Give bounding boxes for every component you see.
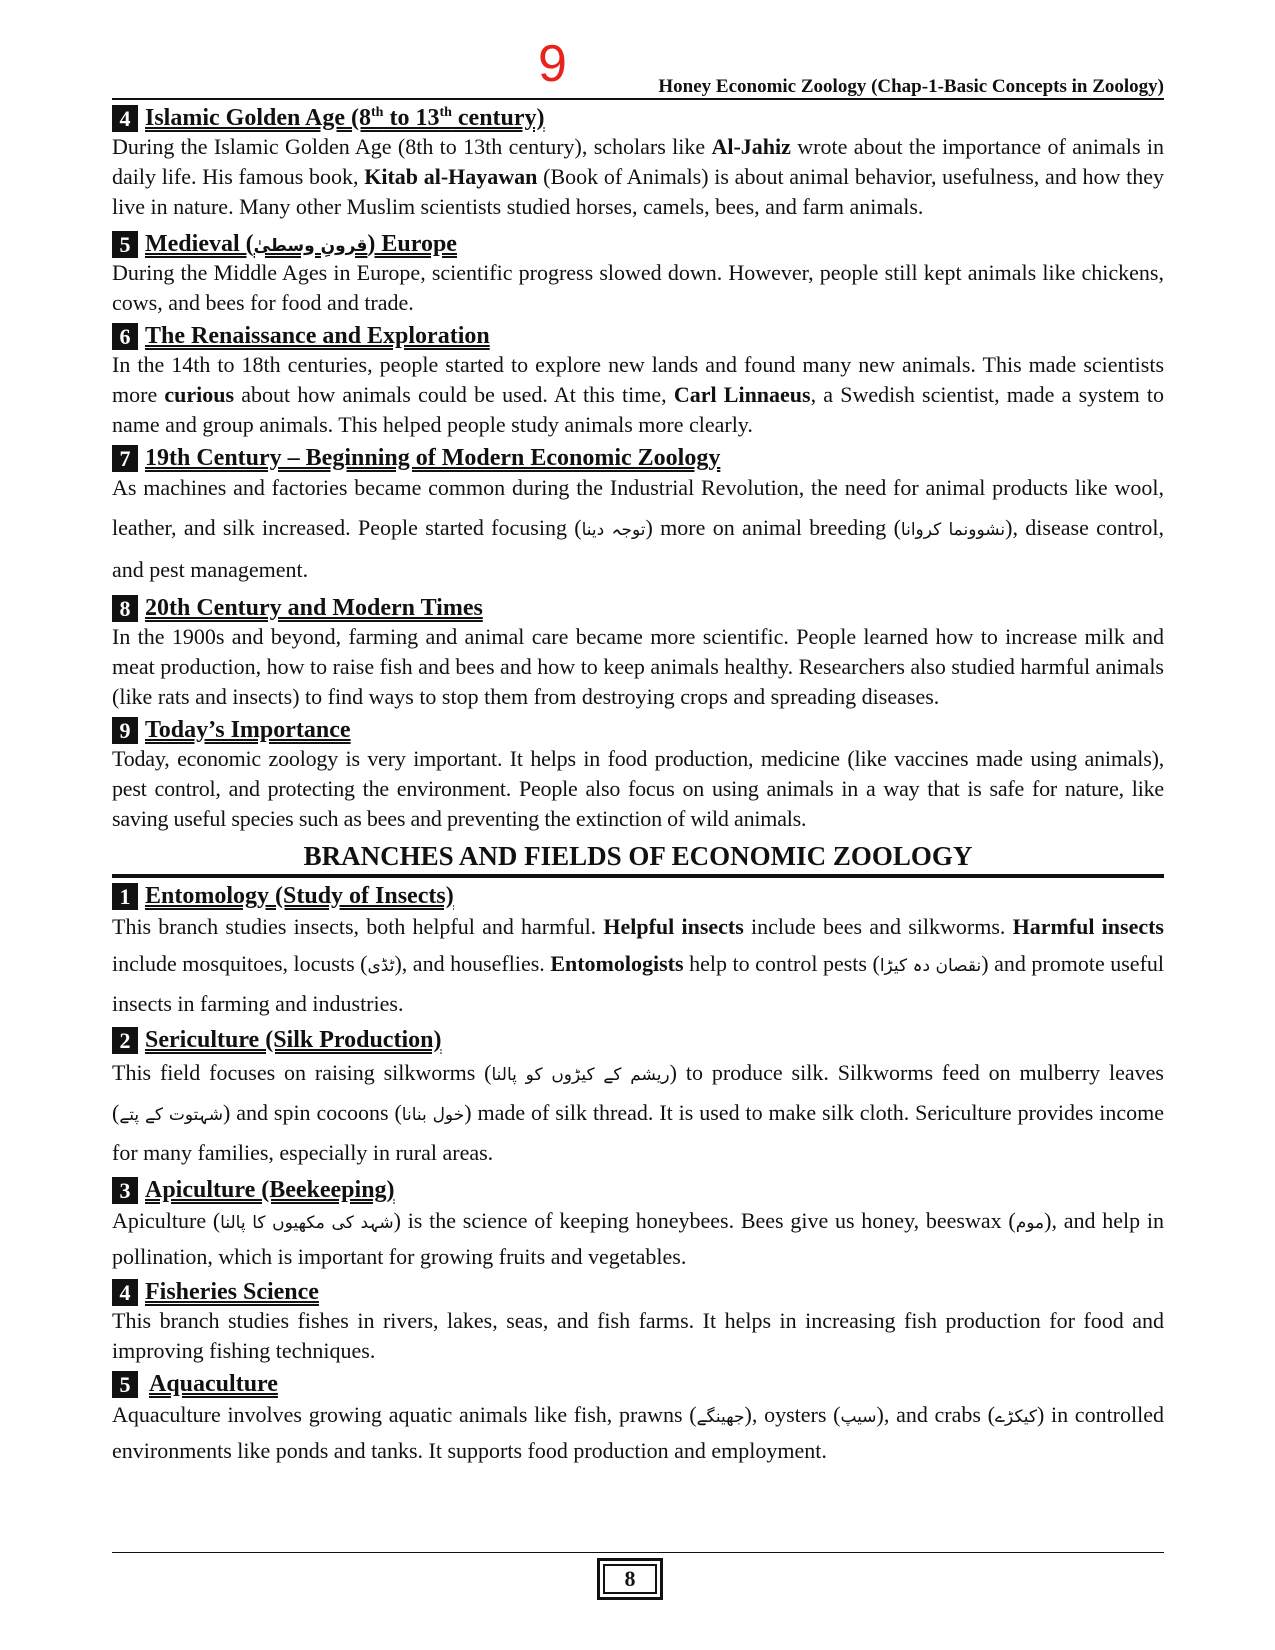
page-number-box	[597, 1558, 663, 1600]
section-heading-renaissance	[112, 322, 1164, 350]
section-number-badge: 5	[112, 231, 138, 258]
section-title: Entomology (Study of Insects)	[145, 882, 454, 909]
section-paragraph: This branch studies fishes in rivers, lakes, seas, and fish farms. It helps in increasing fish production for food and improving fishing techniques.	[112, 1308, 1164, 1363]
section-heading-apiculture	[112, 1176, 1164, 1204]
section-number-badge: 8	[112, 595, 138, 622]
section-number-badge: 9	[112, 717, 138, 744]
section-heading-entomology	[112, 882, 1164, 910]
section-title: Medieval (قرونِ وسطیٰ) Europe	[145, 230, 457, 257]
section-heading-medieval-europe	[112, 230, 1164, 258]
section-paragraph: In the 14th to 18th centuries, people started to explore new lands and found many new animals. This made scientists more curious about how animals could be used. At this time, Carl Linnaeus, a Swedish scientist, made a system to name and group animals. This helped people study animals more clearly.	[112, 352, 1164, 437]
section-heading-sericulture	[112, 1026, 1164, 1054]
section-paragraph: During the Middle Ages in Europe, scientific progress slowed down. However, people still kept animals like chickens, cows, and bees for food and trade.	[112, 260, 1164, 315]
section-paragraph: Today, economic zoology is very important. It helps in food production, medicine (like vaccines made using animals), pest control, and protecting the environment. People also focus on using animals in a way that is safe for nature, like saving useful species such as bees and preventing the extinction of wild animals.	[112, 746, 1164, 831]
section-heading-todays-importance	[112, 716, 1164, 744]
section-title: Today’s Importance	[145, 716, 351, 743]
section-heading-fisheries	[112, 1278, 1164, 1306]
section-paragraph: Apiculture (شہد کی مکھیوں کا پالنا) is the science of keeping honeybees. Bees give us honey, beeswax (موم), and help in pollination, which is important for growing fruits and vegetables.	[112, 1208, 1165, 1269]
section-heading-aquaculture	[112, 1370, 1164, 1398]
section-paragraph: This field focuses on raising silkworms (ریشم کے کیڑوں کو پالنا) to produce silk. Silkworms feed on mulberry leaves (شہتوت کے پتے) and spin cocoons (خول بنانا) made of silk thread. It is used to make silk cloth. Sericulture provides income for many families, especially in rural areas.	[112, 1060, 1165, 1165]
section-title: The Renaissance and Exploration	[145, 322, 490, 349]
section-title: Sericulture (Silk Production)	[145, 1026, 442, 1053]
section-number-badge: 3	[112, 1177, 138, 1204]
section-title: 20th Century and Modern Times	[145, 594, 483, 621]
section-paragraph: In the 1900s and beyond, farming and animal care became more scientific. People learned how to increase milk and meat production, how to raise fish and bees and how to keep animals healthy. Researchers also studied harmful animals (like rats and insects) to find ways to stop them from destroying crops and spreading diseases.	[112, 624, 1164, 709]
running-title: Honey Economic Zoology (Chap-1-Basic Concepts in Zoology)	[658, 76, 1164, 97]
section-number-badge: 5	[112, 1371, 138, 1398]
section-number-badge: 6	[112, 323, 138, 350]
branches-heading: BRANCHES AND FIELDS OF ECONOMIC ZOOLOGY	[303, 841, 973, 871]
section-heading-20th-century	[112, 594, 1164, 622]
page-header	[112, 0, 1164, 100]
section-number-badge: 1	[112, 883, 138, 910]
section-title: Fisheries Science	[145, 1278, 319, 1305]
section-number-badge: 4	[112, 105, 138, 132]
section-number-badge: 4	[112, 1279, 138, 1306]
branches-heading-rule	[112, 874, 1164, 878]
section-paragraph: Aquaculture involves growing aquatic animals like fish, prawns (جھینگے), oysters (سیپ), and crabs (کیکڑے) in controlled environments like ponds and tanks. It supports food production and employment.	[112, 1402, 1164, 1463]
header-rule	[112, 98, 1164, 100]
section-title: Islamic Golden Age (8th to 13th century)	[145, 104, 545, 131]
section-paragraph: During the Islamic Golden Age (8th to 13th century), scholars like Al-Jahiz wrote about the importance of animals in daily life. His famous book, Kitab al-Hayawan (Book of Animals) is about animal behavior, usefulness, and how they live in nature. Many other Muslim scientists studied horses, camels, bees, and farm animals.	[112, 134, 1165, 219]
footer-rule	[112, 1552, 1164, 1553]
page-marker: 9	[538, 35, 567, 93]
section-number-badge: 2	[112, 1027, 138, 1054]
section-paragraph: This branch studies insects, both helpful and harmful. Helpful insects include bees and silkworms. Harmful insects include mosquitoes, locusts (ٹڈی), and houseflies. Entomologists help to control pests (نقصان دہ کیڑا) and promote useful insects in farming and industries.	[112, 914, 1165, 1016]
section-title: 19th Century – Beginning of Modern Economic Zoology	[145, 444, 721, 471]
page-number: 8	[603, 1564, 657, 1594]
section-title: Apiculture (Beekeeping)	[145, 1176, 395, 1203]
section-title: Aquaculture	[149, 1370, 278, 1397]
section-number-badge: 7	[112, 445, 138, 472]
section-paragraph: As machines and factories became common during the Industrial Revolution, the need for animal products like wool, leather, and silk increased. People started focusing (توجہ دینا) more on animal breeding (نشوونما کروانا), disease control, and pest management.	[112, 475, 1164, 582]
document-page	[112, 0, 1164, 1468]
section-heading-islamic-golden-age	[112, 104, 1164, 132]
